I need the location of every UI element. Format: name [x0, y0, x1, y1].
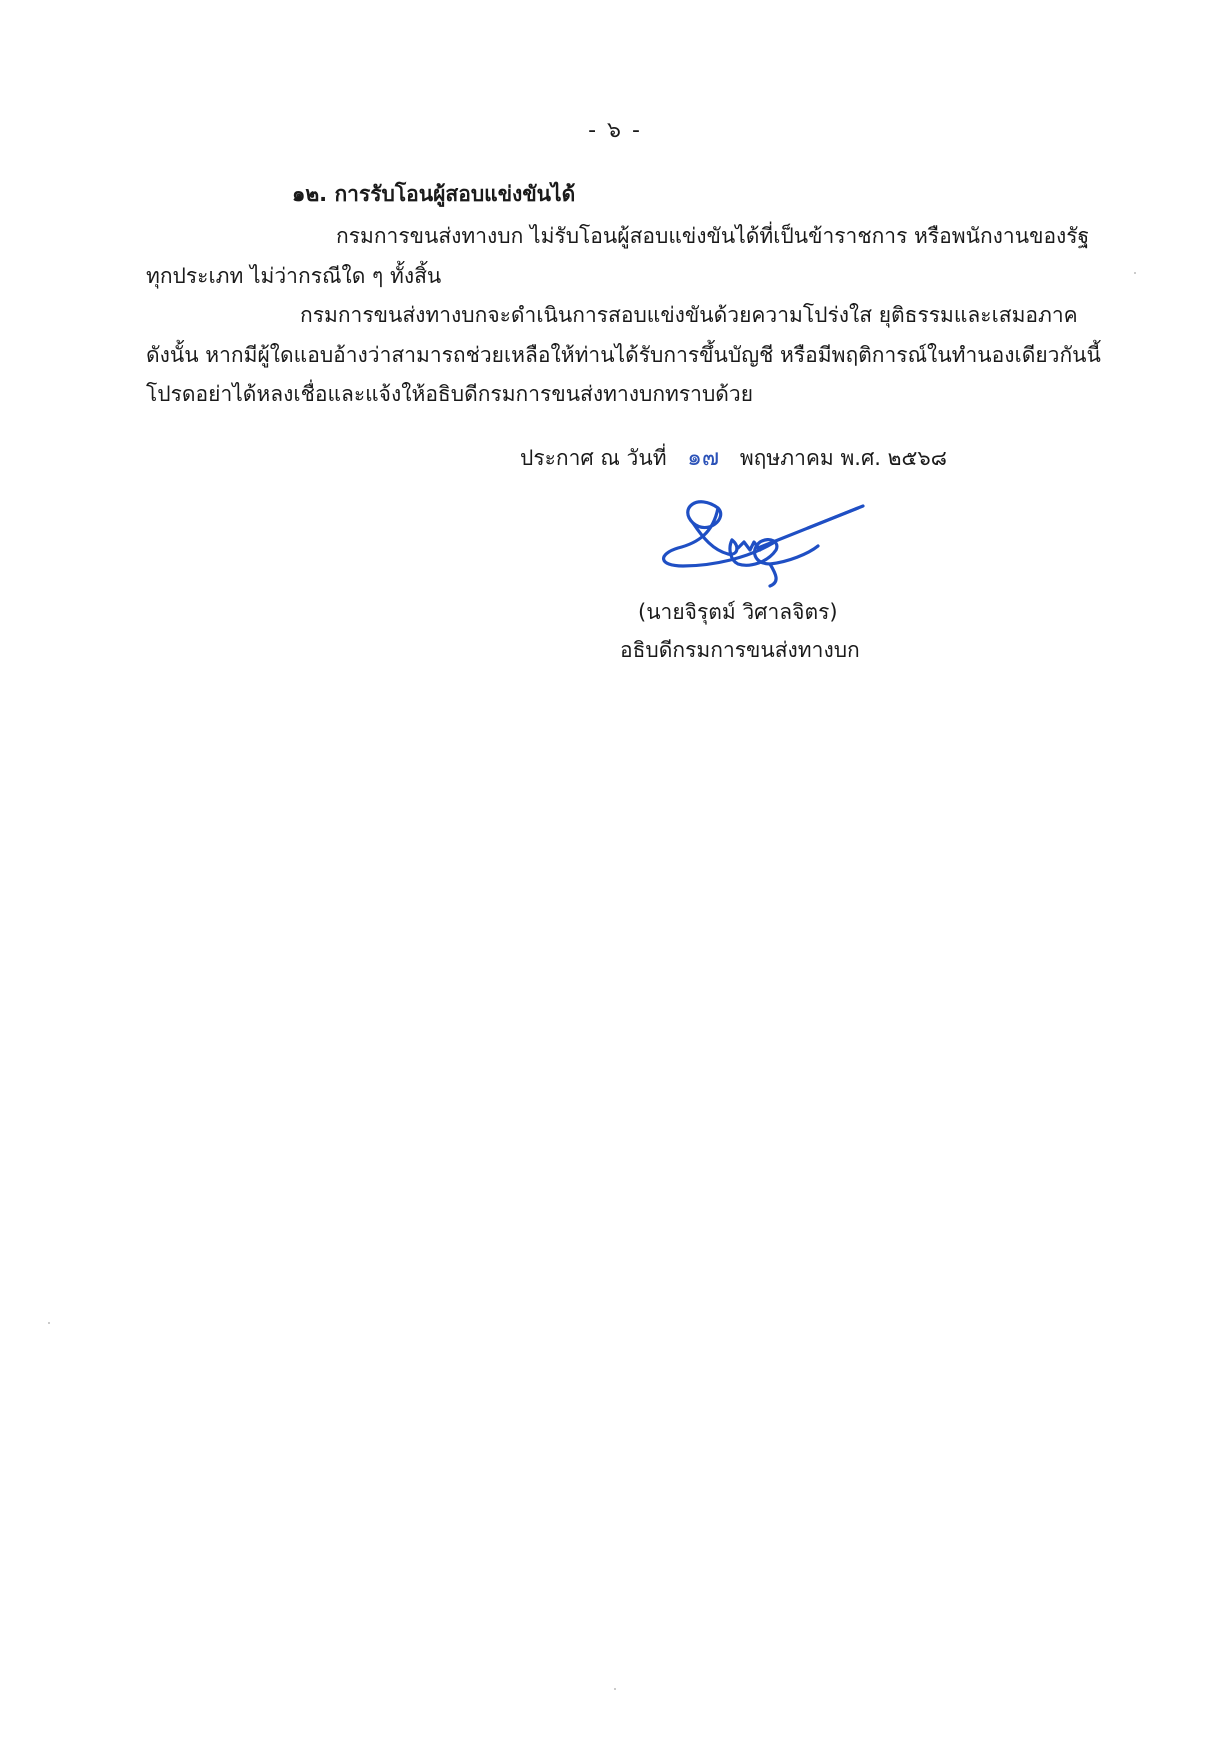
paragraph-line-4: ดังนั้น หากมีผู้ใดแอบอ้างว่าสามารถช่วยเหลือให้ท่านได้รับการขึ้นบัญชี หรือมีพฤติการณ์ในทำนองเดียวกันนี้ — [146, 343, 1101, 367]
paragraph-line-3: กรมการขนส่งทางบกจะดำเนินการสอบแข่งขันด้วยความโปร่งใส ยุติธรรมและเสมอภาค — [300, 303, 1078, 327]
announcement-month-year: พฤษภาคม พ.ศ. ๒๕๖๘ — [739, 446, 947, 470]
signer-name: (นายจิรุตม์ วิศาลจิตร) — [638, 600, 838, 624]
paragraph-line-2: ทุกประเภท ไม่ว่ากรณีใด ๆ ทั้งสิ้น — [146, 264, 442, 288]
scan-speck — [614, 1688, 616, 1690]
page-number: - ๖ - — [588, 118, 642, 143]
scan-speck — [48, 1322, 50, 1324]
announcement-day: ๑๗ — [687, 445, 720, 471]
announcement-date — [520, 440, 947, 476]
paragraph-line-5: โปรดอย่าได้หลงเชื่อและแจ้งให้อธิบดีกรมการขนส่งทางบกทราบด้วย — [146, 382, 754, 406]
handwritten-signature — [658, 488, 868, 588]
section-heading: ๑๒. การรับโอนผู้สอบแข่งขันได้ — [292, 182, 576, 206]
announcement-prefix: ประกาศ ณ วันที่ — [520, 446, 667, 470]
paragraph-line-1: กรมการขนส่งทางบก ไม่รับโอนผู้สอบแข่งขันได้ที่เป็นข้าราชการ หรือพนักงานของรัฐ — [336, 224, 1090, 248]
scan-speck — [1134, 272, 1136, 274]
signer-title: อธิบดีกรมการขนส่งทางบก — [620, 638, 860, 662]
